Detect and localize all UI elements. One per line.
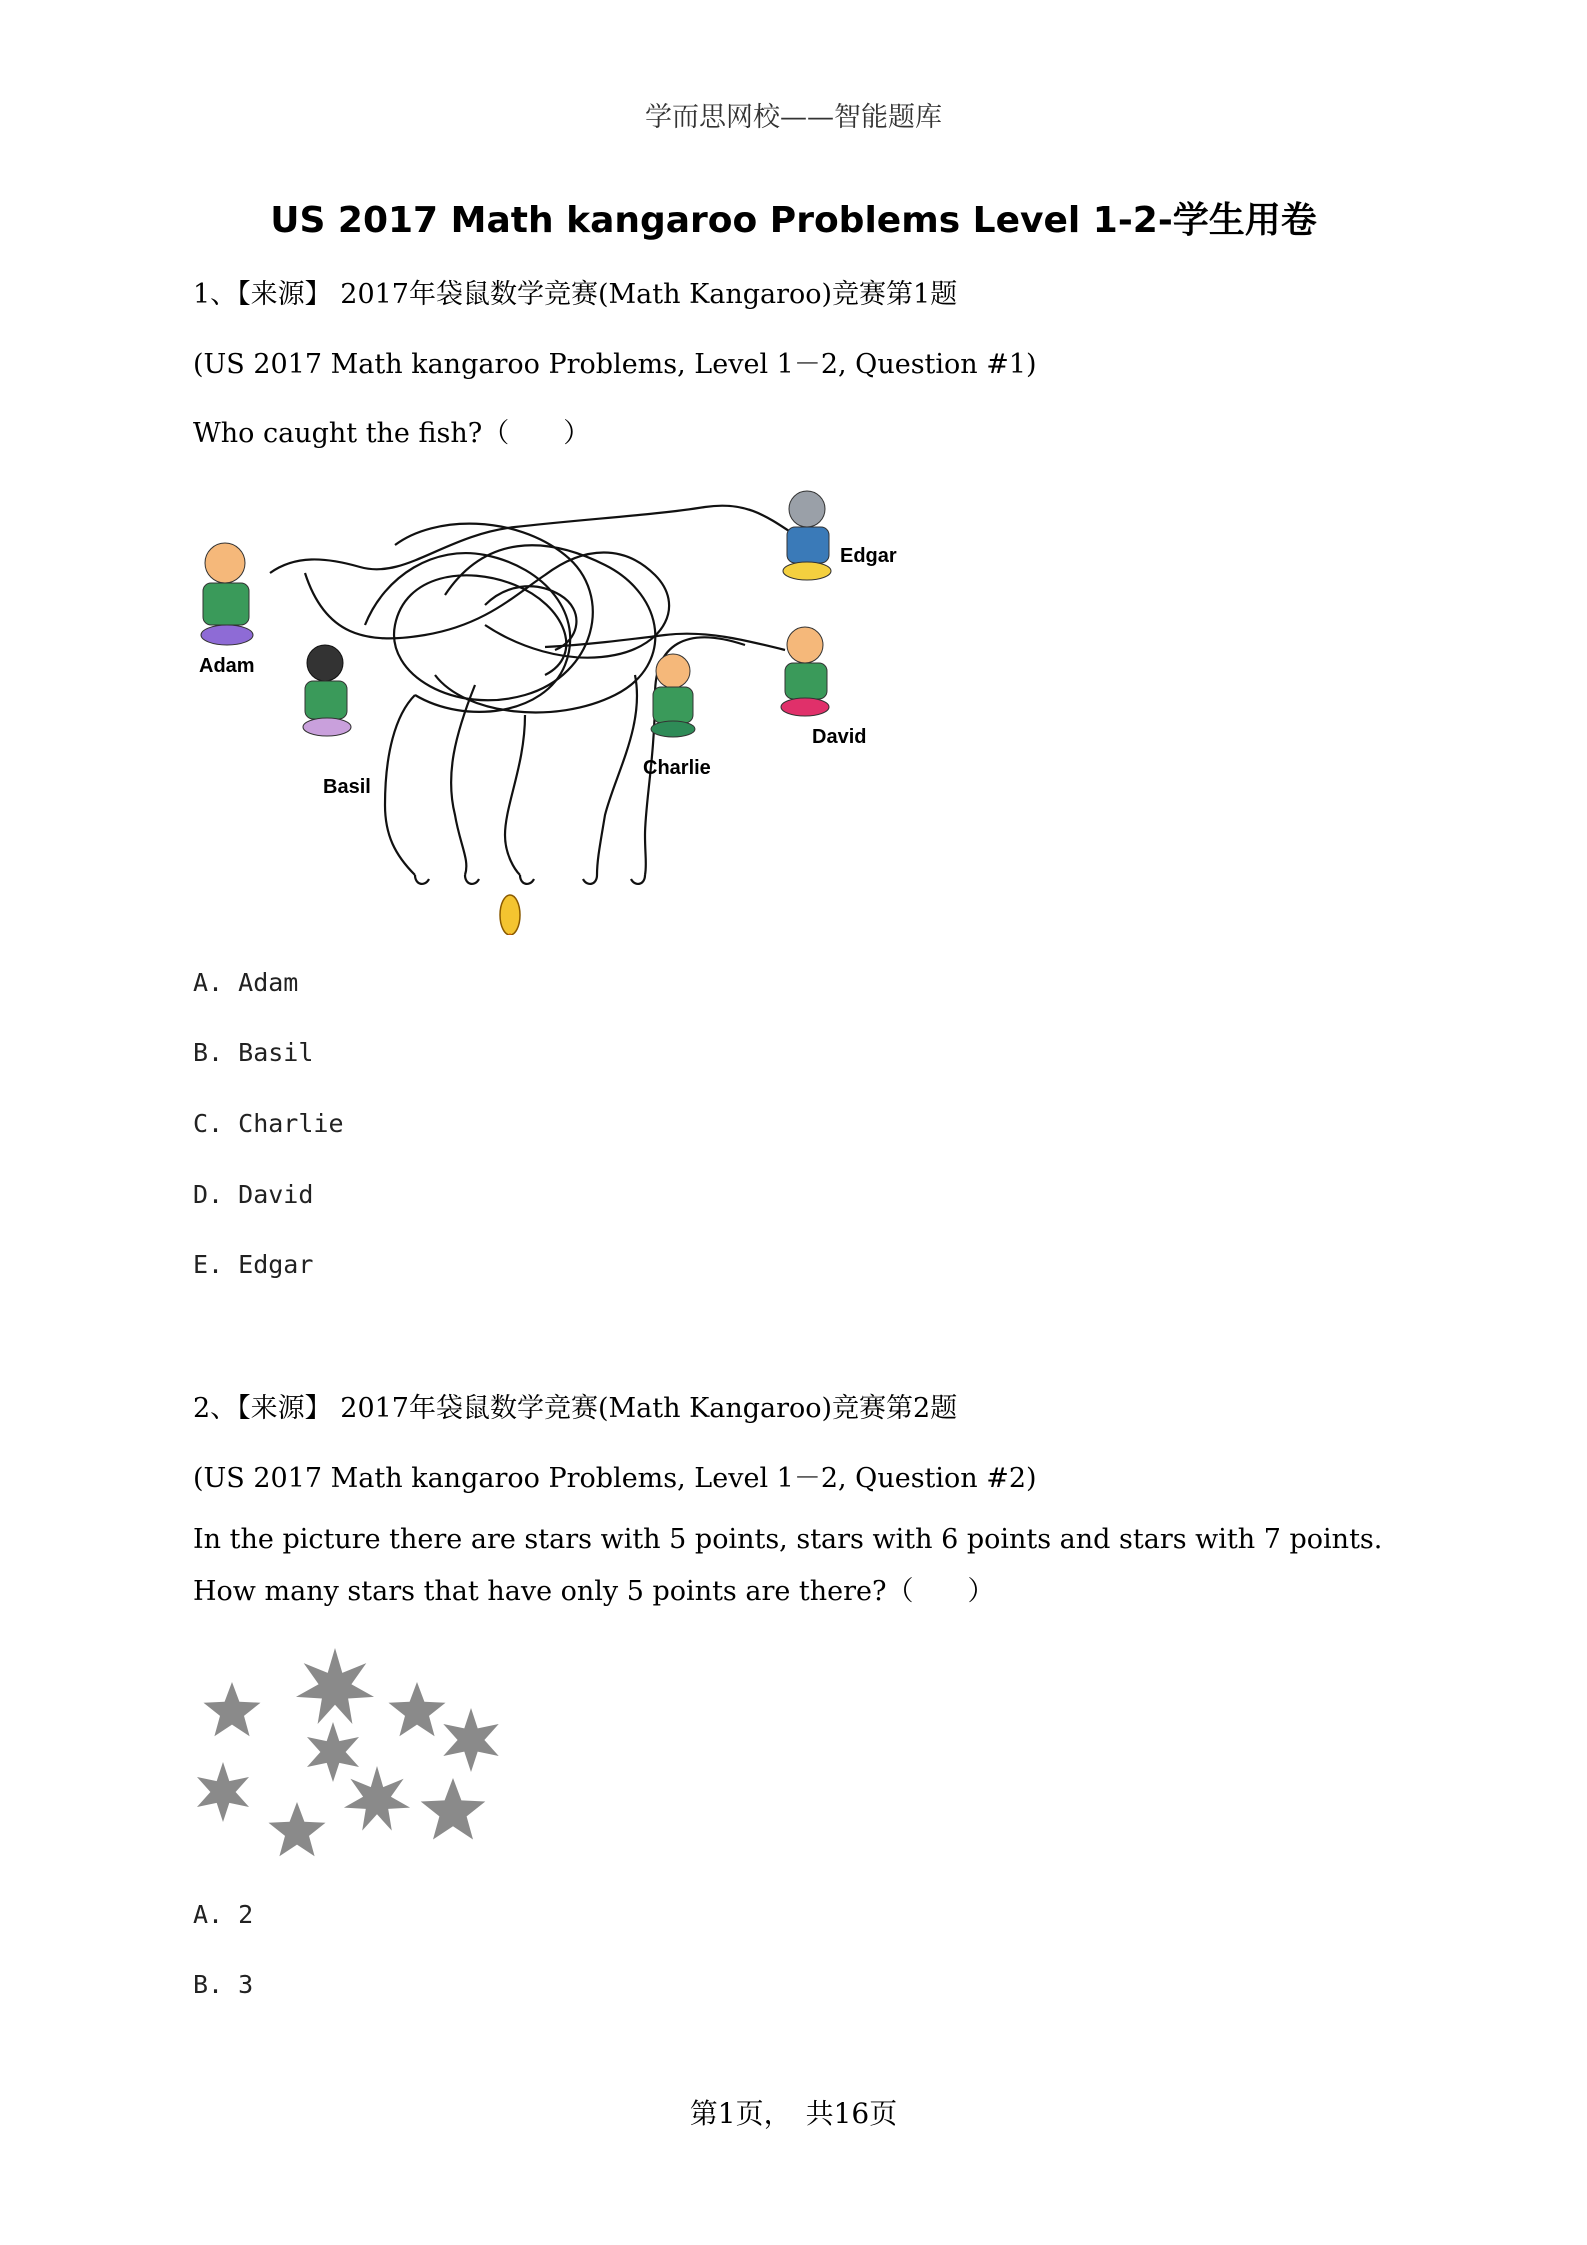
star-1-icon <box>204 1682 261 1736</box>
question-1-reference: (US 2017 Math kangaroo Problems, Level 1－2, Question #1) <box>193 349 1037 380</box>
q1-option-a[interactable]: A. Adam <box>193 968 299 997</box>
fishing-hooks <box>415 875 645 884</box>
page-header: 学而思网校——智能题库 <box>645 102 942 133</box>
star-6-icon <box>197 1762 249 1822</box>
stars <box>197 1648 499 1856</box>
cat-edgar-icon <box>783 491 831 580</box>
fishing-maze-figure <box>185 475 945 935</box>
cat-adam-icon <box>201 543 253 645</box>
q1-option-d[interactable]: D. David <box>193 1180 314 1209</box>
star-4-icon <box>443 1708 498 1772</box>
label-charlie: Charlie <box>643 757 711 779</box>
star-2-icon <box>296 1648 374 1724</box>
star-3-icon <box>389 1682 446 1736</box>
q1-option-e[interactable]: E. Edgar <box>193 1250 314 1279</box>
stars-figure <box>185 1640 525 1860</box>
page-title: US 2017 Math kangaroo Problems Level 1-2-学生用卷 <box>270 200 1317 241</box>
page-footer: 第1页， 共16页 <box>689 2097 898 2130</box>
label-edgar: Edgar <box>840 545 897 567</box>
cat-basil-icon <box>303 645 351 736</box>
star-5-icon <box>307 1722 359 1782</box>
question-2-prompt: In the picture there are stars with 5 points, stars with 6 points and stars with 7 points. How many stars that have only 5 points are there?（ ） <box>193 1524 1383 1607</box>
cat-charlie-icon <box>651 654 695 737</box>
q2-option-a[interactable]: A. 2 <box>193 1900 254 1929</box>
q1-option-c[interactable]: C. Charlie <box>193 1109 344 1138</box>
q1-option-b[interactable]: B. Basil <box>193 1038 314 1067</box>
label-basil: Basil <box>323 776 371 798</box>
tangled-lines <box>270 506 795 875</box>
question-2-reference: (US 2017 Math kangaroo Problems, Level 1－2, Question #2) <box>193 1463 1037 1494</box>
fish-icon <box>497 895 523 935</box>
cat-david-icon <box>781 627 829 716</box>
label-adam: Adam <box>199 655 255 677</box>
question-2-source: 2、【来源】 2017年袋鼠数学竞赛(Math Kangaroo)竞赛第2题 <box>193 1393 958 1424</box>
question-1-prompt: Who caught the fish?（ ） <box>193 418 591 449</box>
q2-option-b[interactable]: B. 3 <box>193 1970 254 1999</box>
star-8-icon <box>421 1778 486 1840</box>
star-9-icon <box>269 1802 326 1856</box>
question-1-source: 1、【来源】 2017年袋鼠数学竞赛(Math Kangaroo)竞赛第1题 <box>193 279 958 310</box>
label-david: David <box>812 726 867 748</box>
star-7-icon <box>344 1766 410 1831</box>
